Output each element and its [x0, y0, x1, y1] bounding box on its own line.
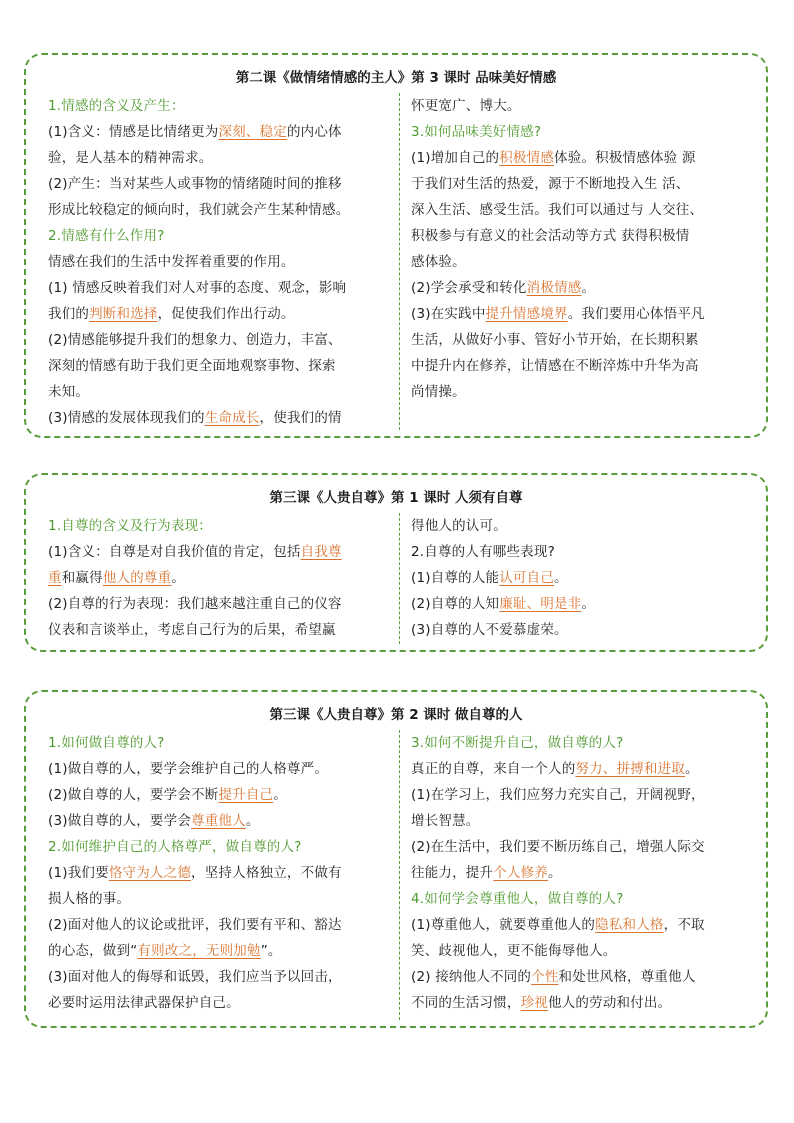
body-text: ，使我们的情 — [259, 410, 342, 426]
left-column — [48, 93, 398, 436]
body-text: ，促使我们作出行动。 — [157, 306, 295, 322]
text-line — [48, 912, 398, 938]
body-text: 。 — [171, 570, 186, 586]
body-text: (2)学会承受和转化 — [411, 280, 527, 296]
body-text: (1)在学习上，我们应努力充实自己，开阔视野， — [411, 787, 705, 803]
text-line — [48, 964, 398, 990]
text-line — [411, 808, 756, 834]
text-line — [411, 301, 756, 327]
lesson-card-2 — [24, 473, 768, 652]
text-line — [411, 513, 756, 539]
text-line — [48, 275, 398, 301]
body-text: (1)尊重他人，就要尊重他人的 — [411, 917, 596, 933]
section-heading: 3.如何品味美好情感? — [411, 124, 542, 140]
lesson-title: 第三课《人贵自尊》第 1 课时 人须有自尊 — [269, 490, 523, 506]
left-column — [48, 513, 398, 650]
body-text: 于我们对生活的热爱，源于不断地投入生 活、 — [411, 176, 690, 192]
text-line — [48, 730, 398, 756]
key-phrase: 有则改之，无则加勉 — [137, 943, 261, 959]
key-phrase: 生命成长 — [204, 410, 260, 426]
text-line — [48, 617, 398, 643]
body-text: ”。 — [260, 943, 282, 959]
body-text: ，不取 — [663, 917, 705, 933]
body-text: 情感在我们的生活中发挥着重要的作用。 — [48, 254, 295, 270]
body-text: 不同的生活习惯， — [411, 995, 521, 1011]
body-text: 我们的 — [48, 306, 90, 322]
key-phrase: 积极情感 — [499, 150, 555, 166]
body-text: 必要时运用法律武器保护自己。 — [48, 995, 240, 1011]
body-text: (3)情感的发展体现我们的 — [48, 410, 205, 426]
text-line — [48, 405, 398, 431]
body-text: 他人的劳动和付出。 — [548, 995, 672, 1011]
text-line — [411, 860, 756, 886]
column-divider — [399, 513, 400, 644]
text-line — [48, 119, 398, 145]
text-line — [411, 730, 756, 756]
key-phrase: 他人的尊重 — [102, 570, 172, 586]
text-line — [411, 565, 756, 591]
text-line — [48, 886, 398, 912]
key-phrase: 隐私和人格 — [595, 917, 664, 933]
column-divider — [399, 730, 400, 1020]
text-line — [48, 938, 398, 964]
lesson-card-1 — [24, 53, 768, 438]
text-line — [48, 145, 398, 171]
body-text: (2) 接纳他人不同的 — [411, 969, 532, 985]
text-line — [48, 223, 398, 249]
body-text: (1)增加自己的 — [411, 150, 500, 166]
section-heading: 4.如何学会尊重他人，做自尊的人? — [411, 891, 624, 907]
text-line — [411, 249, 756, 275]
lesson-card-3 — [24, 690, 768, 1028]
body-text: (2)情感能够提升我们的想象力、创造力，丰富、 — [48, 332, 342, 348]
body-text: (1)我们要 — [48, 865, 109, 881]
key-phrase: 个人修养 — [493, 865, 549, 881]
text-line — [48, 353, 398, 379]
right-column — [411, 513, 756, 650]
body-text: (2)自尊的人知 — [411, 596, 500, 612]
body-text: 深入生活、感受生活。我们可以通过与 人交往、 — [411, 202, 704, 218]
text-line — [411, 591, 756, 617]
body-text: 得他人的认可。 — [411, 518, 507, 534]
text-line — [48, 782, 398, 808]
body-text: 生活，从做好小事、管好小节开始，在长期积累 — [411, 332, 699, 348]
body-text: (2)产生：当对某些人或事物的情绪随时间的推移 — [48, 176, 342, 192]
body-text: (1)含义：情感是比情绪更为 — [48, 124, 219, 140]
key-phrase: 恪守为人之德 — [108, 865, 192, 881]
section-heading: 1.如何做自尊的人? — [48, 735, 165, 751]
section-heading: 2.情感有什么作用? — [48, 228, 165, 244]
body-text: 。我们要用心体悟平凡 — [567, 306, 705, 322]
key-phrase: 消极情感 — [526, 280, 582, 296]
body-text: (1)做自尊的人，要学会维护自己的人格尊严。 — [48, 761, 329, 777]
text-line — [411, 938, 756, 964]
text-line — [411, 756, 756, 782]
body-text: 形成比较稳定的倾向时，我们就会产生某种情感。 — [48, 202, 350, 218]
key-phrase: 提升情感境界 — [485, 306, 568, 322]
key-phrase: 重 — [48, 570, 62, 586]
text-line — [48, 808, 398, 834]
body-text: 感体验。 — [411, 254, 466, 270]
section-heading: 1.情感的含义及产生： — [48, 98, 185, 114]
body-text: 损人格的事。 — [48, 891, 131, 907]
text-line — [411, 834, 756, 860]
lesson-title: 第二课《做情绪情感的主人》第 3 课时 品味美好情感 — [235, 70, 557, 86]
text-line — [48, 513, 398, 539]
section-heading: 3.如何不断提升自己，做自尊的人? — [411, 735, 624, 751]
text-line — [48, 171, 398, 197]
body-text: ，坚持人格独立，不做有 — [191, 865, 342, 881]
text-line — [48, 756, 398, 782]
body-text: 中提升内在修养，让情感在不断淬炼中升华为高 — [411, 358, 699, 374]
text-line — [48, 327, 398, 353]
key-phrase: 尊重他人 — [191, 813, 246, 829]
body-text: 验，是人基本的精神需求。 — [48, 150, 213, 166]
key-phrase: 判断和选择 — [89, 306, 158, 322]
text-line — [411, 171, 756, 197]
right-column — [411, 93, 756, 436]
text-line — [48, 834, 398, 860]
text-line — [411, 990, 756, 1016]
body-text: 怀更宽广、博大。 — [411, 98, 521, 114]
body-text: 的心态，做到“ — [48, 943, 138, 959]
body-text: (2)做自尊的人，要学会不断 — [48, 787, 219, 803]
text-line — [411, 782, 756, 808]
text-line — [48, 990, 398, 1016]
text-line — [411, 617, 756, 643]
text-line — [411, 275, 756, 301]
body-text: (1)含义：自尊是对自我价值的肯定，包括 — [48, 544, 301, 560]
text-line — [411, 93, 756, 119]
text-line — [411, 912, 756, 938]
body-text: 增长智慧。 — [411, 813, 480, 829]
text-line — [411, 886, 756, 912]
body-text: (1) 情感反映着我们对人对事的态度、观念，影响 — [48, 280, 347, 296]
text-line — [411, 539, 756, 565]
text-line — [48, 249, 398, 275]
text-line — [48, 565, 398, 591]
body-text: 往能力，提升 — [411, 865, 494, 881]
body-text: 。 — [581, 596, 596, 612]
text-line — [411, 379, 756, 405]
text-line — [411, 327, 756, 353]
body-text: 。 — [273, 787, 287, 803]
key-phrase: 认可自己 — [499, 570, 555, 586]
body-text: (3)面对他人的侮辱和诋毁，我们应当予以回击， — [48, 969, 342, 985]
text-line — [48, 93, 398, 119]
body-text: (3)自尊的人不爱慕虚荣。 — [411, 622, 568, 638]
key-phrase: 深刻、稳定 — [218, 124, 287, 140]
body-text: 。 — [581, 280, 596, 296]
text-line — [48, 591, 398, 617]
body-text: 积极参与有意义的社会活动等方式 获得积极情 — [411, 228, 690, 244]
left-column — [48, 730, 398, 1026]
text-line — [48, 379, 398, 405]
body-text: (2)自尊的行为表现：我们越来越注重自己的仪容 — [48, 596, 342, 612]
body-text: 和处世风格，尊重他人 — [558, 969, 696, 985]
body-text: 和赢得 — [61, 570, 103, 586]
text-line — [48, 301, 398, 327]
body-text: (2)面对他人的议论或批评，我们要有平和、豁达 — [48, 917, 342, 933]
body-text: (1)自尊的人能 — [411, 570, 500, 586]
text-line — [411, 223, 756, 249]
key-phrase: 个性 — [531, 969, 559, 985]
text-line — [48, 860, 398, 886]
body-text: 的内心体 — [286, 124, 342, 140]
body-text: 。 — [245, 813, 260, 829]
text-line — [48, 197, 398, 223]
key-phrase: 提升自己 — [218, 787, 274, 803]
text-line — [411, 964, 756, 990]
section-heading: 2.如何维护自己的人格尊严，做自尊的人? — [48, 839, 302, 855]
body-text: (3)做自尊的人，要学会 — [48, 813, 192, 829]
body-text: 2.自尊的人有哪些表现? — [411, 544, 555, 560]
key-phrase: 努力、拼搏和进取 — [575, 761, 686, 777]
body-text: 尚情操。 — [411, 384, 466, 400]
body-text: 深刻的情感有助于我们更全面地观察事物、探索 — [48, 358, 336, 374]
text-line — [411, 145, 756, 171]
body-text: 仪表和言谈举止，考虑自己行为的后果，希望赢 — [48, 622, 336, 638]
section-heading: 1.自尊的含义及行为表现： — [48, 518, 212, 534]
body-text: 未知。 — [48, 384, 90, 400]
body-text: (3)在实践中 — [411, 306, 486, 322]
text-line — [411, 197, 756, 223]
text-line — [411, 353, 756, 379]
body-text: 真正的自尊，来自一个人的 — [411, 761, 576, 777]
key-phrase: 自我尊 — [300, 544, 342, 560]
key-phrase: 廉耻、明是非 — [499, 596, 582, 612]
text-line — [411, 119, 756, 145]
key-phrase: 珍视 — [520, 995, 549, 1011]
lesson-title: 第三课《人贵自尊》第 2 课时 做自尊的人 — [269, 707, 523, 723]
text-line — [48, 539, 398, 565]
body-text: 笑、歧视他人，更不能侮辱他人。 — [411, 943, 617, 959]
body-text: 体验。积极情感体验 源 — [554, 150, 696, 166]
right-column — [411, 730, 756, 1026]
body-text: (2)在生活中，我们要不断历练自己，增强人际交 — [411, 839, 705, 855]
column-divider — [399, 93, 400, 430]
body-text: 。 — [548, 865, 562, 881]
body-text: 。 — [554, 570, 568, 586]
body-text: 。 — [685, 761, 699, 777]
